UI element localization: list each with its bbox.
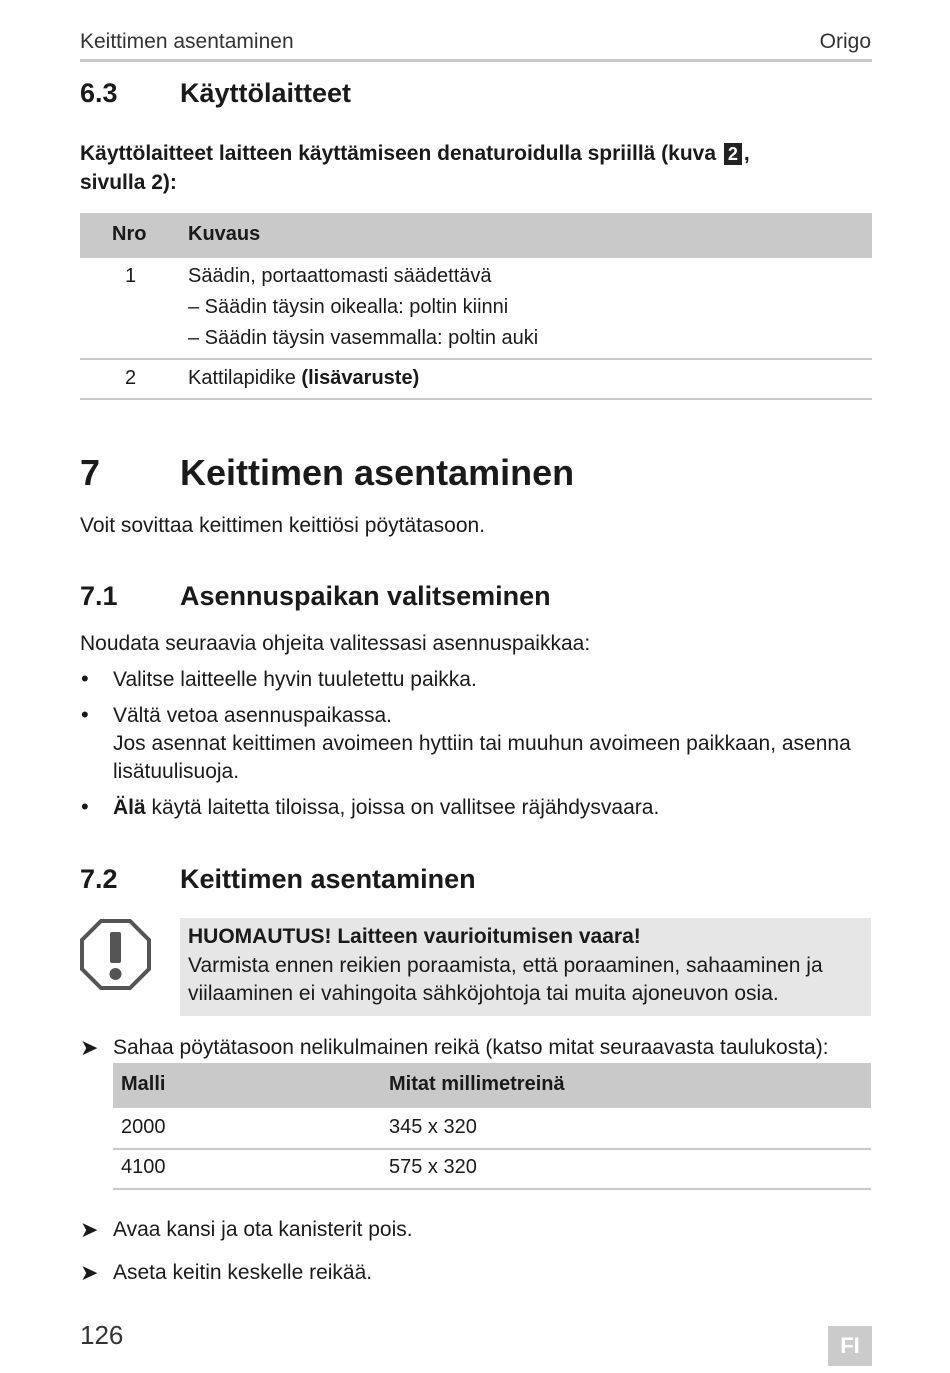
dims-row-1-model: 2000 [121,1116,166,1138]
section-title-6-3: Käyttölaitteet [180,78,352,108]
chapter-title-7: Keittimen asentaminen [180,452,575,493]
location-bullet-2-line1: Vältä vetoa asennuspaikassa. [113,704,393,727]
figure-reference-badge: 2 [724,143,742,165]
bullet-dot-1: • [81,666,89,691]
dims-table-col-dims: Mitat millimetreinä [389,1073,565,1095]
location-intro: Noudata seuraavia ohjeita valitessasi asennuspaikkaa: [80,632,591,655]
location-bullet-3 [113,796,659,820]
dims-table-row-divider [113,1148,871,1150]
notice-line-2: viilaaminen ei vahingoita sähköjohtoja tai muita ajoneuvon osia. [188,982,779,1005]
bullet-dot-2: • [81,702,89,727]
controls-table-bottom-rule [80,398,872,400]
notice-line-1: Varmista ennen reikien poraamista, että poraaminen, sahaaminen ja [188,954,823,977]
controls-row1-line3: – Säädin täysin vasemmalla: poltin auki [188,327,539,349]
step-arrow-icon: ➤ [80,1217,99,1242]
dims-row-2-model: 4100 [121,1156,166,1178]
step-arrow-icon: ➤ [80,1035,99,1060]
location-bullet-2-line2: Jos asennat keittimen avoimeen hyttiin tai muuhun avoimeen paikkaan, asenna [113,732,851,755]
step-arrow-icon: ➤ [80,1260,99,1285]
controls-intro-text: Käyttölaitteet laitteen käyttämiseen denaturoidulla spriillä (kuva [80,142,717,165]
section-number-7-1: 7.1 [80,581,118,611]
step-1-text: Sahaa pöytätasoon nelikulmainen reikä (katso mitat seuraavasta taulukosta): [113,1036,829,1059]
dims-row-2-dims: 575 x 320 [389,1156,477,1178]
running-header-title: Keittimen asentaminen [80,30,294,53]
location-bullet-3-text: käytä laitetta tiloissa, joissa on vallitsee räjähdysvaara. [145,796,660,819]
notice-octagon-icon [79,918,152,991]
dims-row-1-dims: 345 x 320 [389,1116,477,1138]
controls-table-row-divider [80,358,872,360]
controls-intro-comma: , [743,142,750,165]
notice-title: HUOMAUTUS! Laitteen vaurioitumisen vaara! [188,925,641,948]
section-title-7-2: Keittimen asentaminen [180,864,476,894]
controls-table-col-nro: Nro [112,223,147,245]
controls-row2-accessory: (lisävaruste) [301,367,420,389]
running-header-brand: Origo [819,30,871,53]
language-tab: FI [828,1326,872,1366]
step-3-text: Aseta keitin keskelle reikää. [113,1261,373,1284]
controls-intro [80,142,872,166]
page-number: 126 [80,1320,124,1350]
bullet-dot-3: • [81,794,89,819]
controls-row2-text: Kattilapidike [188,367,296,389]
controls-row2-desc [188,367,419,390]
dims-table-bottom-rule [113,1188,871,1190]
chapter-number-7: 7 [80,452,101,493]
section-number-6-3: 6.3 [80,78,118,108]
controls-row1-nro: 1 [125,265,137,287]
chapter-7-intro: Voit sovittaa keittimen keittiösi pöytätasoon. [80,514,486,537]
section-number-7-2: 7.2 [80,864,118,894]
controls-row2-nro: 2 [125,367,137,389]
controls-row1-line1: Säädin, portaattomasti säädettävä [188,265,492,287]
location-bullet-3-emphasis: Älä [113,796,146,819]
location-bullet-1: Valitse laitteelle hyvin tuuletettu paikka. [113,668,477,691]
section-title-7-1: Asennuspaikan valitseminen [180,581,551,611]
header-divider [80,59,872,62]
location-bullet-2-line3: lisätuulisuoja. [113,760,240,783]
step-2-text: Avaa kansi ja ota kanisterit pois. [113,1218,413,1241]
dims-table-col-model: Malli [121,1073,166,1095]
controls-table-col-desc: Kuvaus [188,223,261,245]
controls-row1-line2: – Säädin täysin oikealla: poltin kiinni [188,296,509,318]
controls-intro-page-ref: sivulla 2): [80,171,177,194]
